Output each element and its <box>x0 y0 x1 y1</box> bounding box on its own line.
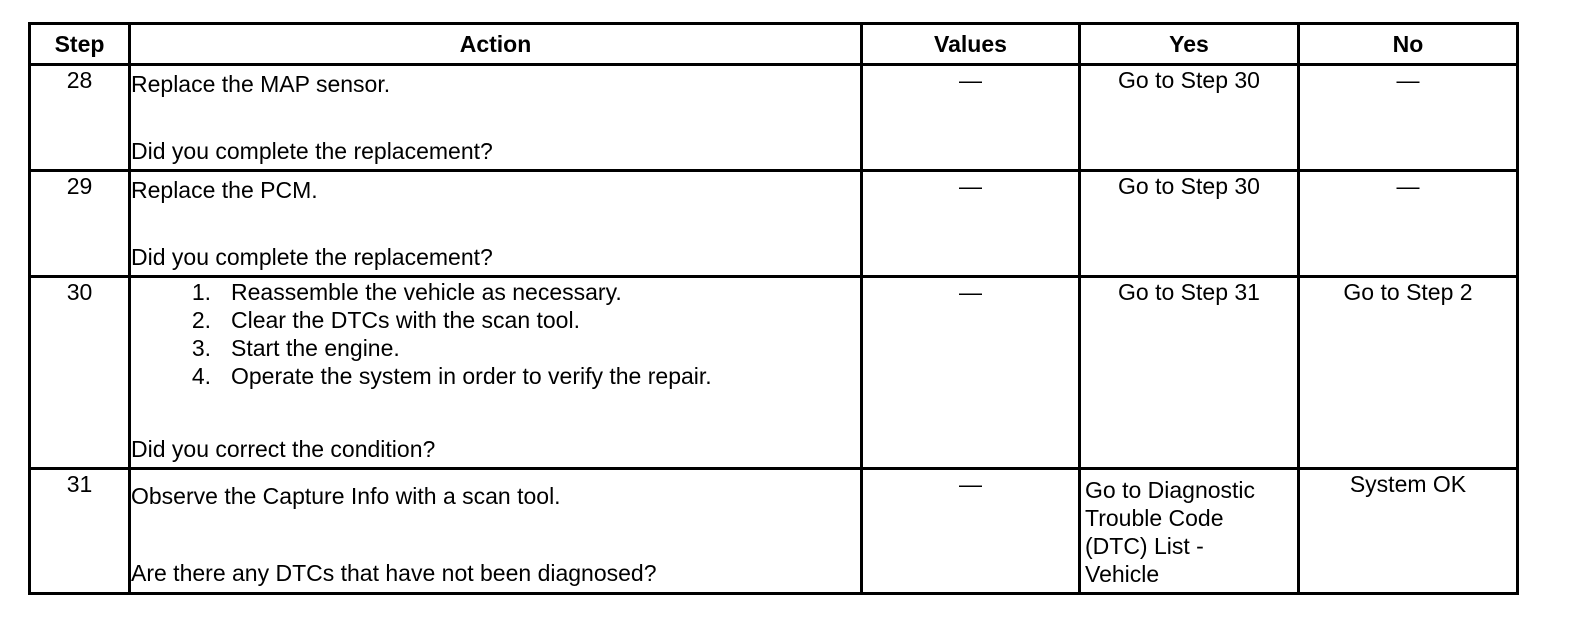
values-cell: — <box>862 65 1080 171</box>
step-number: 30 <box>30 277 130 469</box>
list-item-text: Reassemble the vehicle as necessary. <box>231 279 622 305</box>
yes-cell <box>1080 277 1299 469</box>
no-result: System OK <box>1349 471 1467 497</box>
no-cell <box>1299 65 1518 171</box>
yes-result: Go to Step 30 <box>1118 173 1260 199</box>
yes-result-line: (DTC) List - <box>1085 533 1204 559</box>
yes-result-line: Trouble Code <box>1085 505 1224 531</box>
step-number: 29 <box>30 171 130 277</box>
action-question: Did you complete the replacement? <box>131 138 493 164</box>
table-row <box>30 65 1518 171</box>
action-step-list <box>131 278 860 390</box>
action-question: Did you correct the condition? <box>131 436 436 462</box>
yes-result-line: Go to Diagnostic <box>1085 477 1256 503</box>
yes-result: Go to Step 30 <box>1118 67 1260 93</box>
action-question: Did you complete the replacement? <box>131 244 493 270</box>
no-cell <box>1299 171 1518 277</box>
values-cell: — <box>862 277 1080 469</box>
list-item <box>131 278 860 306</box>
list-item-number: 4. <box>191 363 211 389</box>
no-result: Go to Step 2 <box>1343 279 1473 305</box>
list-item <box>131 362 860 390</box>
step-number: 31 <box>30 469 130 594</box>
header-action: Action <box>130 24 862 65</box>
header-no: No <box>1299 24 1518 65</box>
action-cell <box>130 469 862 594</box>
no-cell <box>1299 469 1518 594</box>
yes-result-line: Vehicle <box>1085 561 1160 587</box>
action-instruction: Observe the Capture Info with a scan tool. <box>131 483 561 509</box>
header-yes: Yes <box>1080 24 1299 65</box>
list-item <box>131 306 860 334</box>
no-cell <box>1299 277 1518 469</box>
table-row <box>30 469 1518 594</box>
yes-cell <box>1080 171 1299 277</box>
yes-cell <box>1080 65 1299 171</box>
action-instruction: Replace the MAP sensor. <box>131 71 391 97</box>
yes-cell <box>1080 469 1299 594</box>
header-values: Values <box>862 24 1080 65</box>
list-item-text: Clear the DTCs with the scan tool. <box>231 307 580 333</box>
action-cell <box>130 277 862 469</box>
list-item-number: 3. <box>191 335 211 361</box>
step-number: 28 <box>30 65 130 171</box>
list-item <box>131 334 860 362</box>
values-cell: — <box>862 469 1080 594</box>
table-row <box>30 277 1518 469</box>
no-result: — <box>1396 67 1420 93</box>
action-cell <box>130 65 862 171</box>
yes-result: Go to Step 31 <box>1118 279 1260 305</box>
yes-result <box>1081 470 1297 592</box>
action-cell <box>130 171 862 277</box>
header-step: Step <box>30 24 130 65</box>
table-row <box>30 171 1518 277</box>
action-instruction: Replace the PCM. <box>131 177 318 203</box>
list-item-text: Start the engine. <box>231 335 400 361</box>
action-question: Are there any DTCs that have not been diagnosed? <box>131 560 657 586</box>
list-item-number: 2. <box>191 307 211 333</box>
no-result: — <box>1396 173 1420 199</box>
diagnostic-table <box>28 22 1519 595</box>
list-item-text: Operate the system in order to verify the repair. <box>231 363 712 389</box>
header-row <box>30 24 1518 65</box>
values-cell: — <box>862 171 1080 277</box>
list-item-number: 1. <box>191 279 211 305</box>
